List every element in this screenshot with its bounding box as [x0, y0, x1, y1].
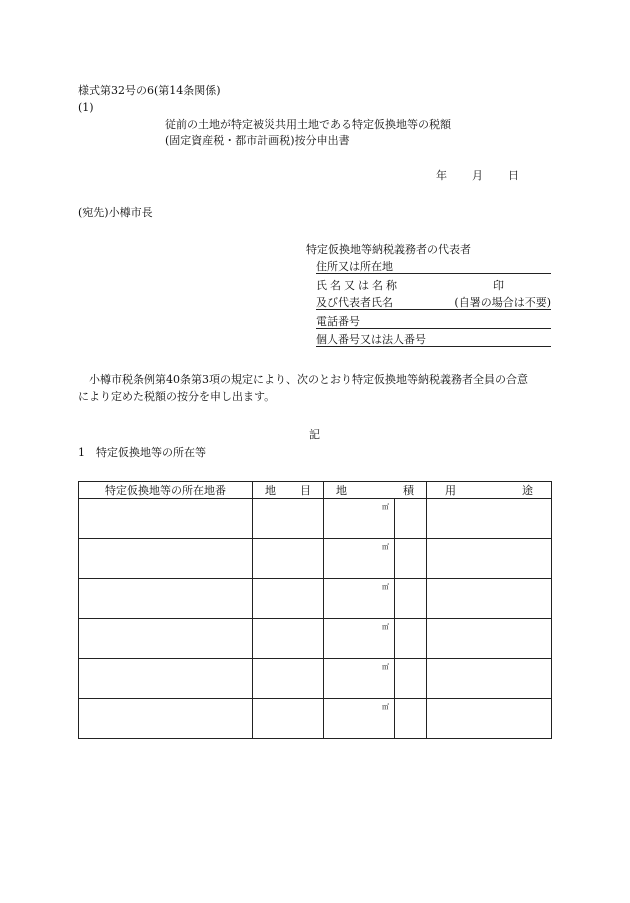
ki-heading: 記 — [309, 428, 320, 441]
title-line-1: 従前の土地が特定被災共用土地である特定仮換地等の税額 — [165, 118, 451, 131]
header-land-category: 地 目 — [253, 482, 324, 499]
land-category-cell[interactable] — [253, 619, 324, 659]
area-decimal-cell[interactable] — [395, 579, 427, 619]
table-row — [79, 499, 552, 539]
area-decimal-cell[interactable] — [395, 699, 427, 739]
square-meter-unit: ㎡ — [382, 703, 389, 711]
use-cell[interactable] — [427, 699, 552, 739]
header-area: 地 積 — [324, 482, 427, 499]
table-row — [79, 579, 552, 619]
area-decimal-cell[interactable] — [395, 499, 427, 539]
area-integer-cell[interactable] — [324, 699, 395, 739]
addressee: (宛先)小樽市長 — [78, 206, 153, 219]
use-cell[interactable] — [427, 659, 552, 699]
seal-mark: 印 — [493, 279, 504, 292]
land-table — [78, 481, 552, 739]
use-cell[interactable] — [427, 539, 552, 579]
area-integer-cell[interactable] — [324, 579, 395, 619]
signature-note: (自署の場合は不要) — [454, 296, 551, 309]
representative-name-field[interactable] — [316, 296, 551, 310]
square-meter-unit: ㎡ — [382, 503, 389, 511]
area-decimal-cell[interactable] — [395, 539, 427, 579]
land-category-cell[interactable] — [253, 659, 324, 699]
land-category-cell[interactable] — [253, 539, 324, 579]
representative-name-label: 及び代表者氏名 — [316, 296, 393, 309]
square-meter-unit: ㎡ — [382, 583, 389, 591]
location-cell[interactable] — [79, 659, 253, 699]
header-location: 特定仮換地等の所在地番 — [79, 482, 253, 499]
square-meter-unit: ㎡ — [382, 543, 389, 551]
use-cell[interactable] — [427, 619, 552, 659]
location-cell[interactable] — [79, 579, 253, 619]
square-meter-unit: ㎡ — [382, 663, 389, 671]
land-category-cell[interactable] — [253, 699, 324, 739]
date-month: 月 — [472, 169, 483, 182]
body-text-line-1: 小樽市税条例第40条第3項の規定により、次のとおり特定仮換地等納税義務者全員の合意 — [89, 373, 528, 386]
area-integer-cell[interactable] — [324, 539, 395, 579]
header-use: 用 途 — [427, 482, 552, 499]
table-header-row — [79, 482, 552, 499]
name-label: 氏名又は名称 — [316, 279, 400, 292]
location-cell[interactable] — [79, 619, 253, 659]
land-category-cell[interactable] — [253, 579, 324, 619]
representative-heading: 特定仮換地等納税義務者の代表者 — [306, 243, 471, 256]
table-row — [79, 619, 552, 659]
table-row — [79, 699, 552, 739]
title-line-2: (固定資産税・都市計画税)按分申出書 — [165, 134, 350, 147]
id-number-label: 個人番号又は法人番号 — [316, 333, 426, 346]
table-row — [79, 659, 552, 699]
location-cell[interactable] — [79, 499, 253, 539]
name-field[interactable] — [316, 279, 551, 292]
use-cell[interactable] — [427, 579, 552, 619]
area-integer-cell[interactable] — [324, 619, 395, 659]
area-integer-cell[interactable] — [324, 499, 395, 539]
id-number-field[interactable] — [316, 333, 551, 347]
body-text-line-2: により定めた税額の按分を申し出ます。 — [78, 390, 276, 403]
phone-field[interactable] — [316, 315, 551, 329]
table-body — [79, 499, 552, 739]
date-day: 日 — [508, 169, 519, 182]
phone-label: 電話番号 — [316, 315, 360, 328]
use-cell[interactable] — [427, 499, 552, 539]
address-field[interactable] — [316, 260, 551, 274]
area-decimal-cell[interactable] — [395, 659, 427, 699]
form-number: 様式第32号の6(第14条関係) — [78, 84, 221, 97]
area-decimal-cell[interactable] — [395, 619, 427, 659]
location-cell[interactable] — [79, 539, 253, 579]
address-label: 住所又は所在地 — [316, 260, 393, 273]
location-cell[interactable] — [79, 699, 253, 739]
area-integer-cell[interactable] — [324, 659, 395, 699]
section-1-heading: 1 特定仮換地等の所在等 — [78, 446, 206, 459]
form-sub-number: (1) — [78, 101, 94, 114]
table-row — [79, 539, 552, 579]
square-meter-unit: ㎡ — [382, 623, 389, 631]
date-year: 年 — [436, 169, 447, 182]
land-category-cell[interactable] — [253, 499, 324, 539]
